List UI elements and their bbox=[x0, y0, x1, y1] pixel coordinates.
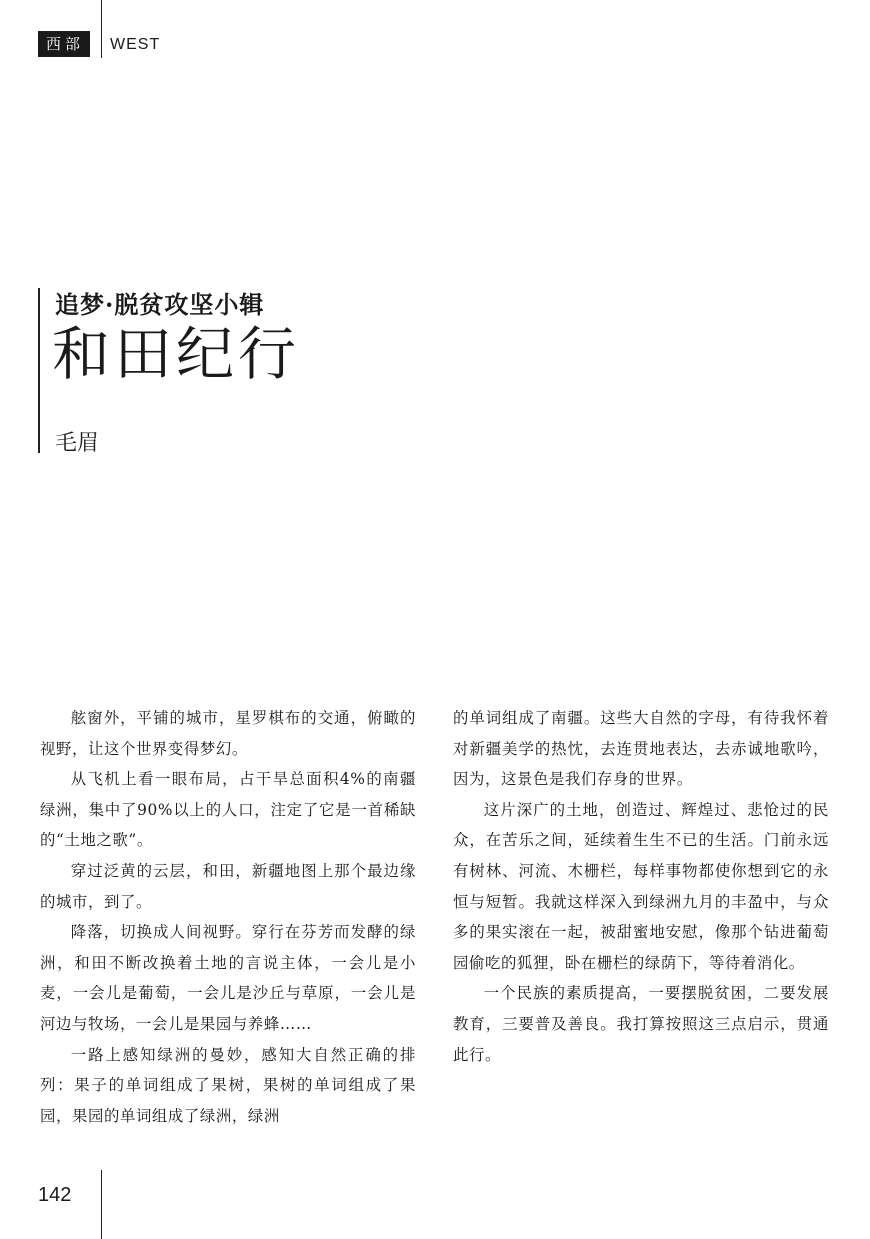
header bbox=[38, 30, 90, 58]
header-divider bbox=[101, 0, 102, 58]
paragraph: 降落，切换成人间视野。穿行在芬芳而发酵的绿洲，和田不断改换着土地的言说主体，一会儿是小麦，一会儿是葡萄，一会儿是沙丘与草原，一会儿是河边与牧场，一会儿是果园与养蜂…… bbox=[40, 923, 416, 1033]
paragraph: 从飞机上看一眼布局，占干旱总面积4%的南疆绿洲，集中了90%以上的人口，注定了它是一首稀缺的“土地之歌”。 bbox=[40, 770, 416, 850]
paragraph: 舷窗外，平铺的城市，星罗棋布的交通，俯瞰的视野，让这个世界变得梦幻。 bbox=[40, 709, 416, 758]
paragraph: 穿过泛黄的云层，和田，新疆地图上那个最边缘的城市，到了。 bbox=[40, 861, 416, 911]
body-column-left bbox=[40, 703, 416, 1131]
title-rule bbox=[38, 288, 40, 453]
series-title: 追梦·脱贫攻坚小辑 bbox=[55, 290, 265, 319]
author-name: 毛眉 bbox=[55, 431, 100, 456]
paragraph-continuation: 的单词组成了南疆。这些大自然的字母，有待我怀着对新疆美学的热忱，去连贯地表达，去赤诚地歌吟，因为，这景色是我们存身的世界。 bbox=[453, 709, 829, 789]
body-column-right bbox=[453, 703, 829, 1070]
page-number: 142 bbox=[38, 1184, 72, 1206]
paragraph: 一路上感知绿洲的曼妙，感知大自然正确的排列：果子的单词组成了果树，果树的单词组成了果园，果园的单词组成了绿洲，绿洲 bbox=[40, 1045, 416, 1125]
paragraph: 这片深广的土地，创造过、辉煌过、悲怆过的民众，在苦乐之间，延续着生生不已的生活。门前永远有树林、河流、木栅栏，每样事物都使你想到它的永恒与短暂。我就这样深入到绿洲九月的丰盈中，与众多的果实滚在一起，被甜蜜地安慰，像那个钻进葡萄园偷吃的狐狸，卧在栅栏的绿荫下，等待着消化。 bbox=[453, 800, 829, 972]
section-label: WEST bbox=[110, 36, 161, 53]
article-title: 和田纪行 bbox=[52, 320, 301, 388]
footer-divider bbox=[101, 1170, 102, 1239]
magazine-logo: 西部 bbox=[38, 31, 90, 57]
paragraph: 一个民族的素质提高，一要摆脱贫困，二要发展教育，三要普及善良。我打算按照这三点启示，贯通此行。 bbox=[453, 984, 829, 1064]
